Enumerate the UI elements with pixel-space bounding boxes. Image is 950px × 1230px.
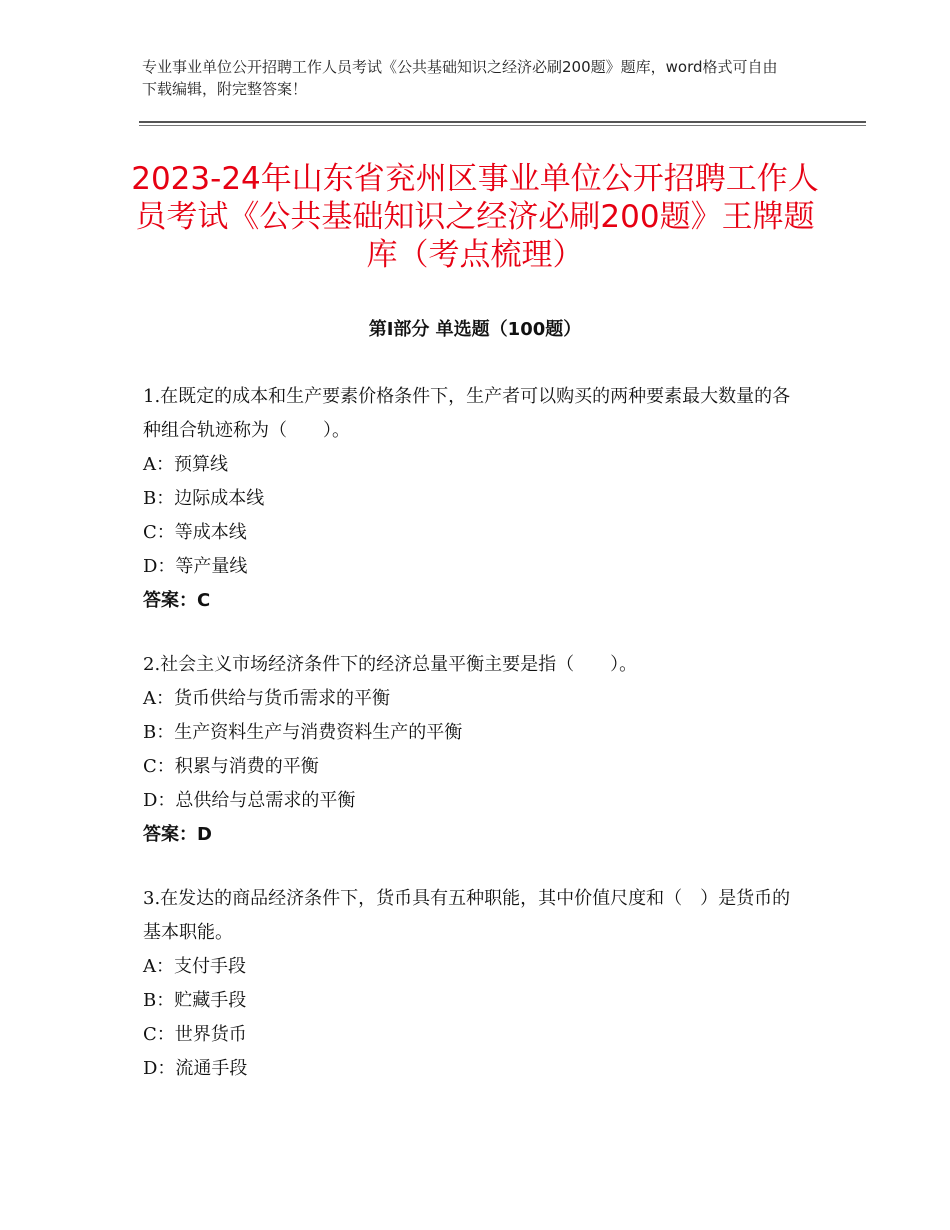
option-a: A：支付手段 xyxy=(143,956,246,977)
header-divider-thick xyxy=(139,121,866,123)
option-c: C：世界货币 xyxy=(143,1024,247,1045)
answer-label: 答案：C xyxy=(143,590,211,611)
question-3 xyxy=(143,882,803,1086)
option-b: B：生产资料生产与消费资料生产的平衡 xyxy=(143,722,463,743)
option-c: C：等成本线 xyxy=(143,522,247,543)
question-stem: 2.社会主义市场经济条件下的经济总量平衡主要是指（ ）。 xyxy=(143,654,638,675)
option-a: A：货币供给与货币需求的平衡 xyxy=(143,688,390,709)
option-a: A：预算线 xyxy=(143,454,228,475)
option-b: B：边际成本线 xyxy=(143,488,265,509)
option-b: B：贮藏手段 xyxy=(143,990,247,1011)
header-note: 专业事业单位公开招聘工作人员考试《公共基础知识之经济必刷200题》题库，word格式可自由下载编辑，附完整答案！ xyxy=(142,58,778,98)
question-list xyxy=(143,380,803,1116)
option-d: D：等产量线 xyxy=(143,556,248,577)
option-d: D：流通手段 xyxy=(143,1058,248,1079)
answer-label: 答案：D xyxy=(143,824,212,845)
section-title: 第Ⅰ部分 单选题（100题） xyxy=(368,319,582,340)
option-c: C：积累与消费的平衡 xyxy=(143,756,319,777)
question-stem: 1.在既定的成本和生产要素价格条件下，生产者可以购买的两种要素最大数量的各种组合轨迹称为（ ）。 xyxy=(143,386,791,441)
question-2 xyxy=(143,648,803,852)
option-d: D：总供给与总需求的平衡 xyxy=(143,790,356,811)
question-stem: 3.在发达的商品经济条件下，货币具有五种职能，其中价值尺度和（ ）是货币的基本职能。 xyxy=(143,888,791,943)
question-1 xyxy=(143,380,803,618)
document-title: 2023-24年山东省兖州区事业单位公开招聘工作人员考试《公共基础知识之经济必刷200题》王牌题库（考点梳理） xyxy=(131,161,819,273)
header-divider-thin xyxy=(139,125,866,126)
